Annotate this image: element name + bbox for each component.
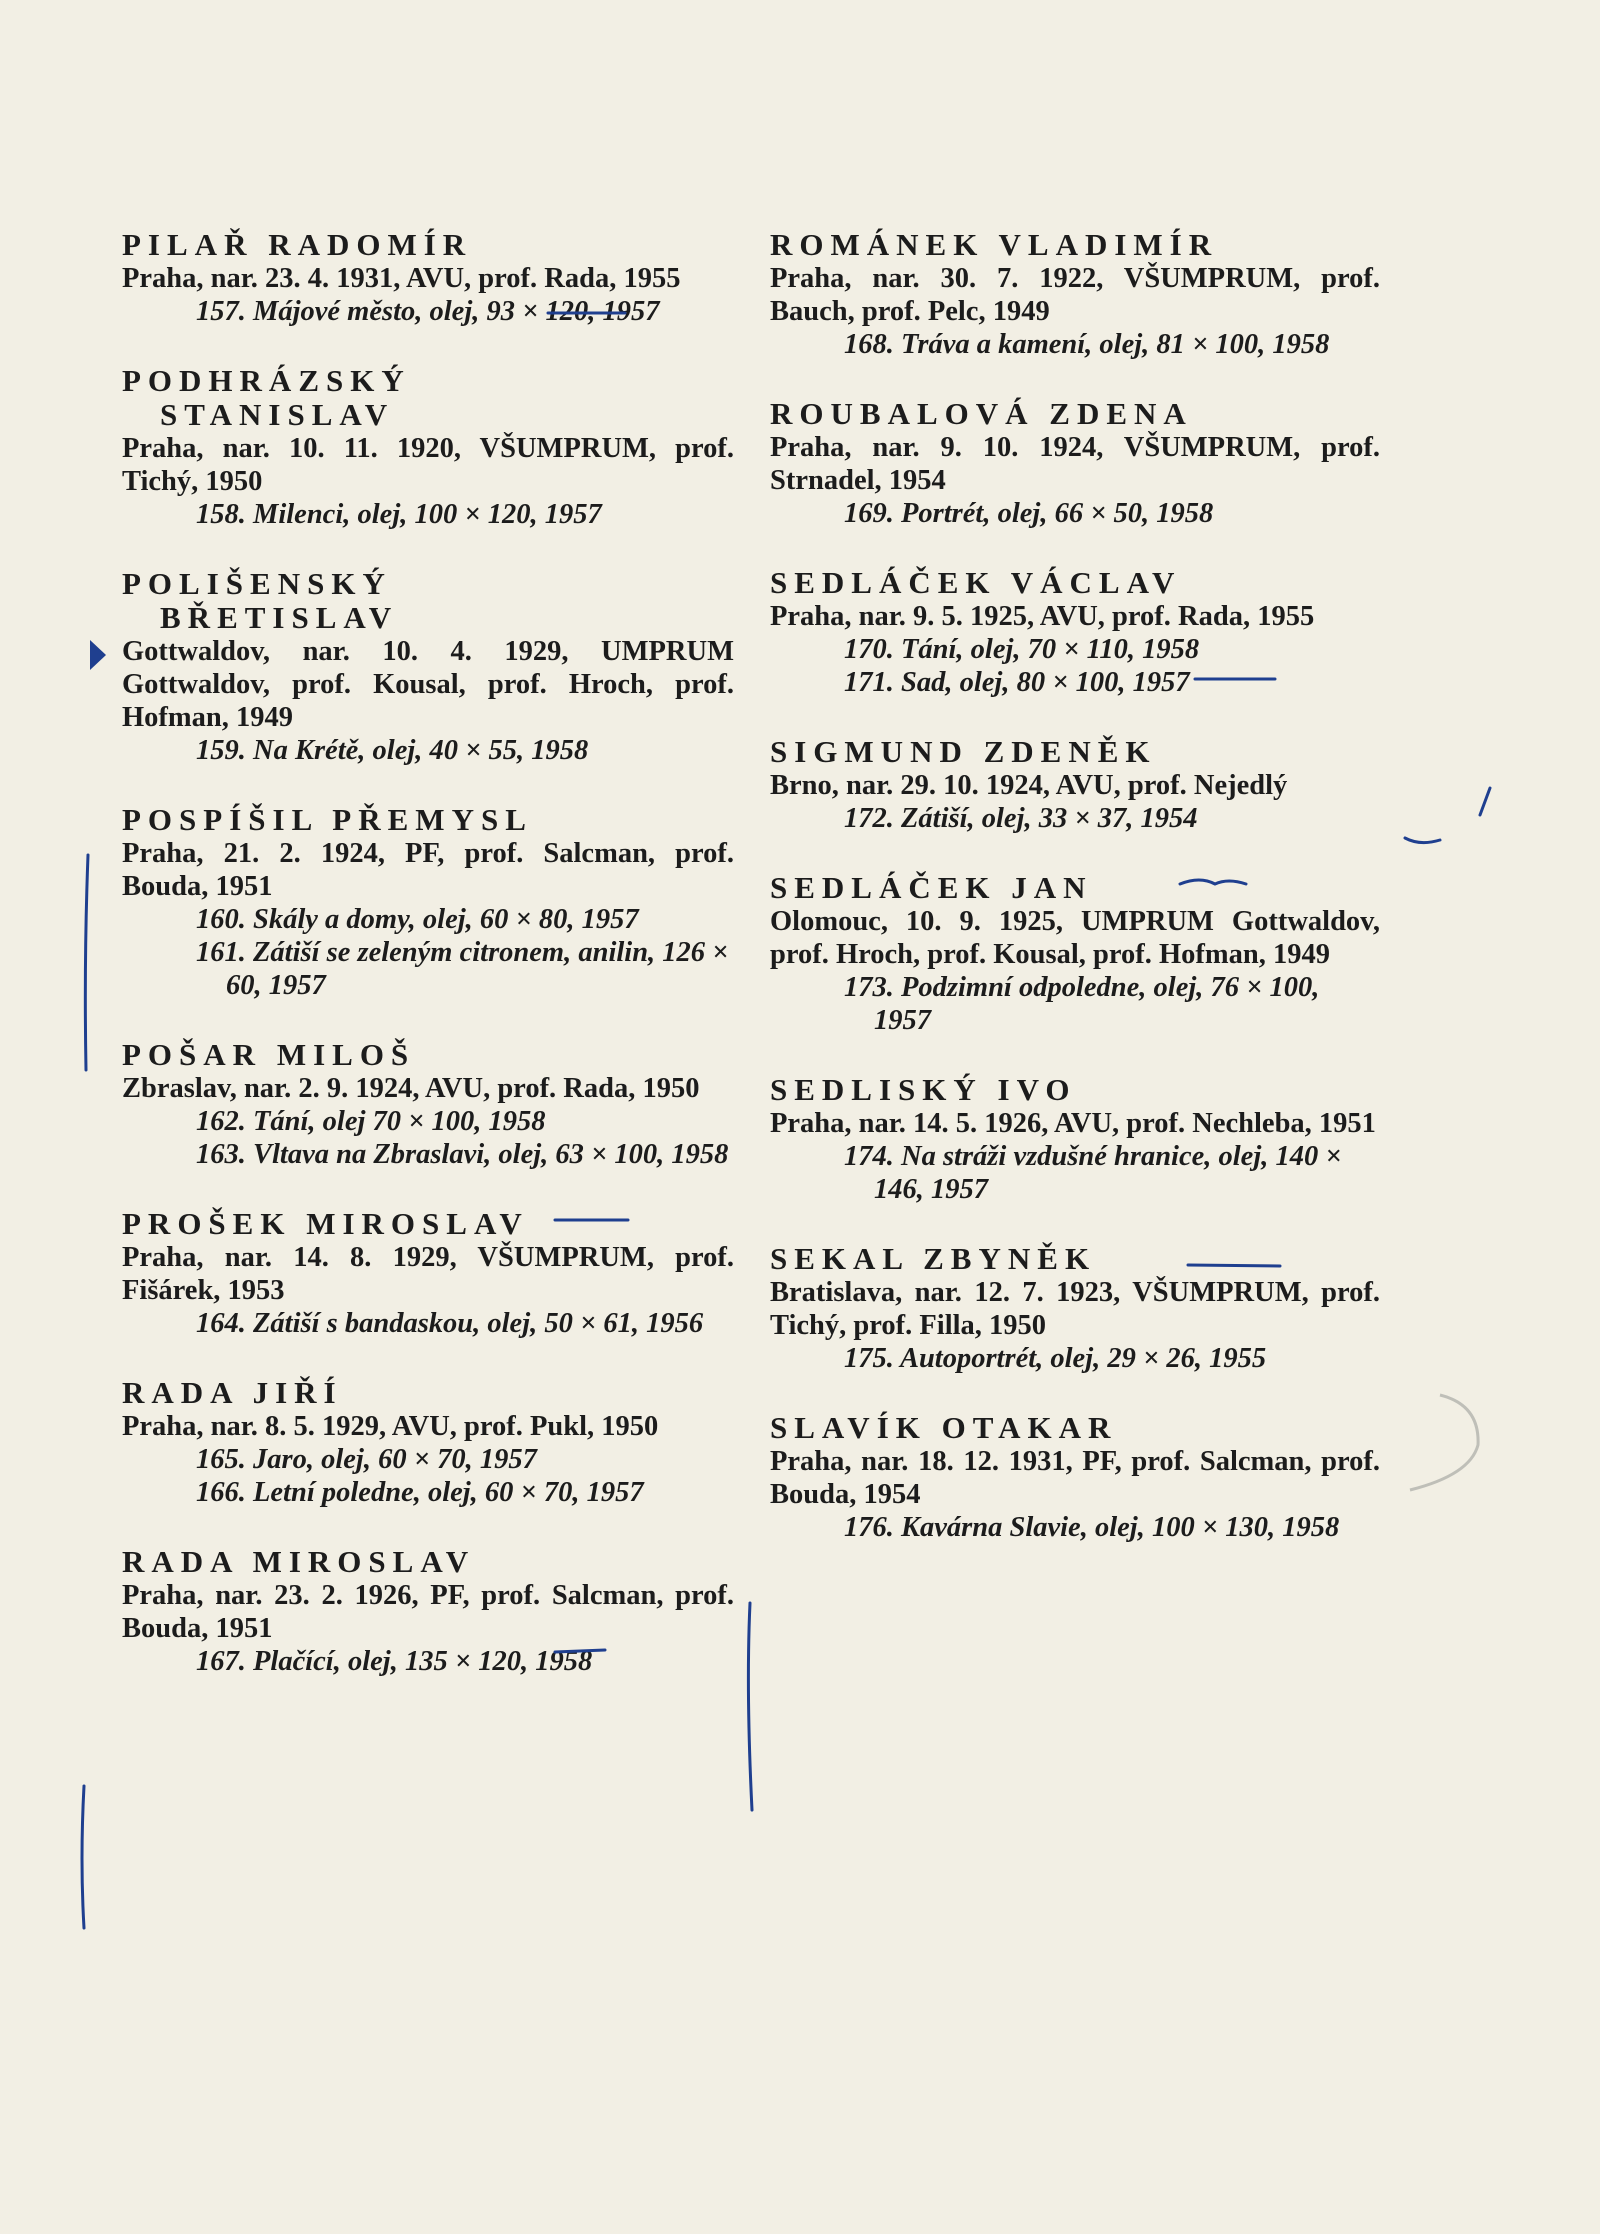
artwork: 175. Autoportrét, olej, 29 × 26, 1955 bbox=[844, 1343, 1267, 1374]
artist-bio: Brno, nar. 29. 10. 1924, AVU, prof. Nejedlý bbox=[770, 770, 1288, 801]
check-mark bbox=[1405, 838, 1440, 843]
artwork: 176. Kavárna Slavie, olej, 100 × 130, 1958 bbox=[844, 1512, 1340, 1543]
artwork: 174. Na stráži vzdušné hranice, olej, 140 × 146, 1957 bbox=[844, 1141, 1342, 1205]
artwork: 165. Jaro, olej, 60 × 70, 1957 bbox=[196, 1444, 537, 1475]
margin-line-mark bbox=[748, 1603, 752, 1810]
artist-name: PROŠEK MIROSLAV bbox=[122, 1206, 529, 1241]
artist-bio: Gottwaldov, nar. 10. 4. 1929, UMPRUM Gottwaldov, prof. Kousal, prof. Hroch, prof. Hofman, 1949 bbox=[122, 636, 734, 733]
artwork: 164. Zátiší s bandaskou, olej, 50 × 61, 1956 bbox=[196, 1308, 704, 1339]
artwork: 157. Májové město, olej, 93 × 120, 1957 bbox=[196, 296, 660, 327]
artist-bio: Praha, nar. 14. 5. 1926, AVU, prof. Nechleba, 1951 bbox=[770, 1108, 1376, 1139]
artist-bio: Praha, nar. 14. 8. 1929, VŠUMPRUM, prof. Fišárek, 1953 bbox=[122, 1242, 734, 1306]
artwork: 160. Skály a domy, olej, 60 × 80, 1957 bbox=[196, 904, 639, 935]
artwork: 163. Vltava na Zbraslavi, olej, 63 × 100, 1958 bbox=[196, 1139, 729, 1170]
artwork: 171. Sad, olej, 80 × 100, 1957 bbox=[844, 667, 1190, 698]
artist-name: SEDLISKÝ IVO bbox=[770, 1072, 1077, 1107]
entry-sekal bbox=[770, 1242, 1380, 1375]
entry-rada-miroslav bbox=[122, 1545, 734, 1678]
artist-name-continued: BŘETISLAV bbox=[160, 600, 399, 635]
bracket-mark bbox=[1410, 1395, 1478, 1490]
entry-romanek bbox=[770, 228, 1380, 361]
entry-rada-jiri bbox=[122, 1376, 734, 1509]
artist-name-continued: STANISLAV bbox=[160, 397, 395, 432]
artist-name: SEDLÁČEK VÁCLAV bbox=[770, 565, 1182, 600]
artist-name: PILAŘ RADOMÍR bbox=[122, 227, 473, 262]
artist-bio: Praha, nar. 9. 10. 1924, VŠUMPRUM, prof. Strnadel, 1954 bbox=[770, 432, 1380, 496]
artist-name: RADA MIROSLAV bbox=[122, 1544, 476, 1579]
artist-bio: Zbraslav, nar. 2. 9. 1924, AVU, prof. Rada, 1950 bbox=[122, 1073, 700, 1104]
entry-sedlacek-jan bbox=[770, 871, 1380, 1037]
artwork: 166. Letní poledne, olej, 60 × 70, 1957 bbox=[196, 1477, 644, 1508]
artist-name: SLAVÍK OTAKAR bbox=[770, 1410, 1118, 1445]
artist-bio: Praha, nar. 23. 2. 1926, PF, prof. Salcman, prof. Bouda, 1951 bbox=[122, 1580, 734, 1644]
artwork: 162. Tání, olej 70 × 100, 1958 bbox=[196, 1106, 546, 1137]
artist-bio: Praha, nar. 9. 5. 1925, AVU, prof. Rada, 1955 bbox=[770, 601, 1315, 632]
artist-name: SIGMUND ZDENĚK bbox=[770, 734, 1157, 769]
artist-bio: Praha, nar. 8. 5. 1929, AVU, prof. Pukl, 1950 bbox=[122, 1411, 659, 1442]
entry-prosek bbox=[122, 1207, 734, 1340]
artwork: 169. Portrét, olej, 66 × 50, 1958 bbox=[844, 498, 1214, 529]
margin-line-mark bbox=[82, 1786, 84, 1928]
right-column bbox=[770, 228, 1380, 1580]
entry-sedlacek-vaclav bbox=[770, 566, 1380, 699]
entry-pospisil bbox=[122, 803, 734, 1002]
artist-bio: Praha, nar. 23. 4. 1931, AVU, prof. Rada, 1955 bbox=[122, 263, 681, 294]
artist-name: RADA JIŘÍ bbox=[122, 1375, 343, 1410]
artwork: 161. Zátiší se zeleným citronem, anilin, 126 × 60, 1957 bbox=[196, 937, 729, 1001]
artist-bio: Praha, nar. 30. 7. 1922, VŠUMPRUM, prof. Bauch, prof. Pelc, 1949 bbox=[770, 263, 1380, 327]
artist-name: SEDLÁČEK JAN bbox=[770, 870, 1093, 905]
artwork: 168. Tráva a kamení, olej, 81 × 100, 1958 bbox=[844, 329, 1330, 360]
entry-podhrazsky bbox=[122, 364, 734, 531]
artist-name: POŠAR MILOŠ bbox=[122, 1037, 416, 1072]
artist-name: POSPÍŠIL PŘEMYSL bbox=[122, 802, 533, 837]
margin-line-mark bbox=[85, 855, 88, 1070]
artwork: 159. Na Krétě, olej, 40 × 55, 1958 bbox=[196, 735, 589, 766]
artist-bio: Praha, nar. 10. 11. 1920, VŠUMPRUM, prof. Tichý, 1950 bbox=[122, 433, 734, 497]
artist-name: SEKAL ZBYNĚK bbox=[770, 1241, 1097, 1276]
left-column bbox=[122, 228, 734, 1714]
artist-name: PODHRÁZSKÝ bbox=[122, 363, 411, 398]
entry-sigmund bbox=[770, 735, 1380, 835]
entry-slavik bbox=[770, 1411, 1380, 1544]
entry-pilar bbox=[122, 228, 734, 328]
artist-bio: Praha, 21. 2. 1924, PF, prof. Salcman, prof. Bouda, 1951 bbox=[122, 838, 734, 902]
artist-name: ROMÁNEK VLADIMÍR bbox=[770, 227, 1219, 262]
entry-polisensky bbox=[122, 567, 734, 767]
arrow-mark bbox=[90, 640, 106, 670]
artist-name: POLIŠENSKÝ bbox=[122, 566, 392, 601]
artwork: 158. Milenci, olej, 100 × 120, 1957 bbox=[196, 499, 602, 530]
entry-posar bbox=[122, 1038, 734, 1171]
entry-sedlisky bbox=[770, 1073, 1380, 1206]
artwork: 170. Tání, olej, 70 × 110, 1958 bbox=[844, 634, 1200, 665]
artwork: 167. Plačící, olej, 135 × 120, 1958 bbox=[196, 1646, 593, 1677]
artist-bio: Olomouc, 10. 9. 1925, UMPRUM Gottwaldov, prof. Hroch, prof. Kousal, prof. Hofman, 1949 bbox=[770, 906, 1380, 970]
artwork: 173. Podzimní odpoledne, olej, 76 × 100, 1957 bbox=[844, 972, 1320, 1036]
margin-line-mark bbox=[1480, 788, 1490, 815]
artwork: 172. Zátiší, olej, 33 × 37, 1954 bbox=[844, 803, 1198, 834]
artist-name: ROUBALOVÁ ZDENA bbox=[770, 396, 1193, 431]
artist-bio: Praha, nar. 18. 12. 1931, PF, prof. Salcman, prof. Bouda, 1954 bbox=[770, 1446, 1380, 1510]
entry-roubalova bbox=[770, 397, 1380, 530]
artist-bio: Bratislava, nar. 12. 7. 1923, VŠUMPRUM, prof. Tichý, prof. Filla, 1950 bbox=[770, 1277, 1380, 1341]
